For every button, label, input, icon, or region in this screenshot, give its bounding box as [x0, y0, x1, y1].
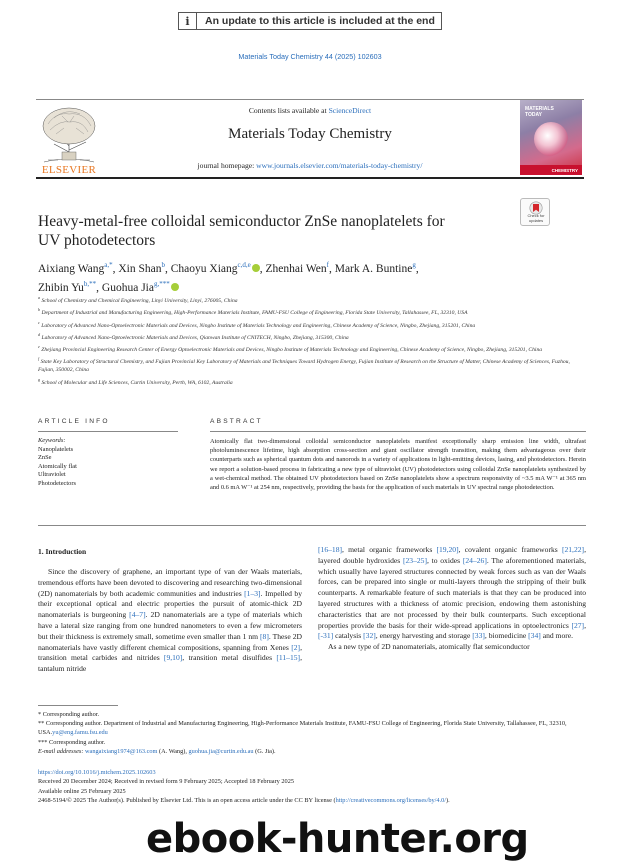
- citation-link[interactable]: [32]: [363, 631, 376, 641]
- abstract-rule: [210, 431, 586, 432]
- affiliation: $^b$ Department of Industrial and Manufacturing Engineering, High-Performance Materials Institute, FAMU-FSU College of Engineering, Florida State University, Tallahassee, FL, 32310, USA: [38, 307, 468, 317]
- citation-link[interactable]: [16–18]: [318, 545, 343, 554]
- check-for-updates-badge[interactable]: [520, 198, 550, 226]
- footnote-rule: [38, 705, 118, 706]
- cover-title: MATERIALS TODAY: [525, 106, 554, 118]
- citation-link[interactable]: [1–3]: [244, 588, 261, 598]
- intro-right-column: [318, 545, 586, 653]
- article-title: Heavy-metal-free colloidal semiconductor ZnSe nanoplatelets for UV photodetectors: [38, 213, 445, 249]
- orcid-icon[interactable]: [252, 264, 260, 272]
- author[interactable]: Zhibin $Yu^{b,**}$: [38, 279, 97, 294]
- cover-footer: CHEMISTRY: [551, 168, 578, 173]
- online-date: Available online 25 February 2025: [38, 787, 126, 795]
- keyword: Nanoplatelets: [38, 445, 74, 453]
- author[interactable]: Zhenhai Wen$^f$: [265, 261, 329, 275]
- citation-link[interactable]: [21,22]: [561, 545, 585, 554]
- affiliation: $^f$ State Key Laboratory of Structural Chemistry, and Fujian Provincial Key Laboratory of Materials and Techniques Toward Hydrogen Energy, Fujian Institute of Research on the Structure of Matter, Chinese Academy of Sciences, Fuzhou, Fujian, 350002, China: [38, 356, 570, 374]
- author[interactable]: Chaoyu Xiang$^{c,d,e}$: [170, 261, 251, 275]
- intro-left-column: Since the discovery of graphene, an important type of van der Waals materials, tremendous efforts have been devoted to discovering and researching two-dimensional (2D) nanomaterials by both academic communities and industries [1–3]. Impelled by their exceptional optical and electric properties the pursuit of atomic-thick 2D nanomaterials is burgeoning [4–7]. 2D nanomaterials are a type of materials which have a lateral size ranging from one hundred nanometers to even a few micrometers but their thickness is extremely small, sometime even smaller than 1 nm [8]. These 2D nanomaterials have vastly different chemical compositions, spanning from Xenes [2], transition metal carbides and nitrides [9,10], transition metal disulfides [11–15], tantalum nitride: [38, 567, 303, 674]
- license-line: 2468-5194/© 2025 The Author(s). Published by Elsevier Ltd. This is an open access article under the CC BY license (http://creativecommons.org/licenses/by/4.0/).: [38, 797, 450, 805]
- footnote: ** Corresponding author. Department of Industrial and Manufacturing Engineering, High-Performance Materials Institute, FAMU-FSU College of Engineering, Florida State University, Tallahassee, FL, 32310, USA.yu@eng.famu.fsu.edu: [38, 720, 567, 737]
- keywords-block: [38, 437, 178, 489]
- paragraph: As a new type of 2D nanomaterials, atomically flat semiconductor: [328, 642, 530, 652]
- keywords-label: Keywords:: [38, 437, 66, 444]
- citation-link[interactable]: [-31]: [318, 631, 334, 641]
- license-link[interactable]: http://creativecommons.org/licenses/by/4.0/: [335, 797, 447, 805]
- affiliation: $^c$ Laboratory of Advanced Nano-Optoelectronic Materials and Devices, Ningbo Institute of Materials Technology and Engineering, Chinese Academy of Science, Ningbo, Zhejiang, 315201, China: [38, 319, 476, 329]
- sciencedirect-link[interactable]: ScienceDirect: [328, 106, 372, 115]
- received-dates: Received 20 December 2024; Received in revised form 9 February 2025; Accepted 18 February 2025: [38, 778, 294, 786]
- author[interactable]: Mark A. Buntine$^g$: [334, 261, 416, 275]
- author[interactable]: Xin Shan$^b$: [118, 261, 165, 275]
- update-banner-text: An update to this article is included at the end: [205, 15, 435, 27]
- author[interactable]: Aixiang Wang$^{a,*}$: [38, 261, 113, 275]
- cover-artwork: [534, 122, 568, 156]
- affiliation: $^a$ School of Chemistry and Chemical Engineering, Linyi University, Linyi, 276005, China: [38, 295, 238, 304]
- keyword: Photodetectors: [38, 479, 76, 487]
- citation-link[interactable]: [2]: [291, 642, 301, 652]
- email-link[interactable]: guohua.jia@curtin.edu.au: [188, 747, 254, 755]
- keyword: Ultraviolet: [38, 471, 66, 479]
- article-info-heading: ARTICLE INFO: [38, 418, 110, 425]
- author[interactable]: Guohua Jia$^{g,***}$: [101, 279, 170, 294]
- email-link[interactable]: wangaixiang1974@163.com: [85, 747, 158, 755]
- affiliation-list: [38, 294, 586, 388]
- orcid-icon[interactable]: [171, 283, 179, 291]
- citation-link[interactable]: [9,10]: [163, 653, 183, 663]
- citation-link[interactable]: [19,20]: [436, 545, 459, 554]
- watermark-text: ebook-hunter.org: [146, 816, 529, 862]
- journal-cover-thumbnail[interactable]: [520, 100, 582, 175]
- update-banner[interactable]: [178, 12, 442, 30]
- doi-link[interactable]: https://doi.org/10.1016/j.mtchem.2025.102603: [38, 769, 156, 776]
- keyword: Atomically flat: [38, 462, 77, 470]
- citation-link[interactable]: [33]: [472, 631, 485, 641]
- citation-link[interactable]: [23–25]: [402, 555, 427, 565]
- footnote: *** Corresponding author.: [38, 738, 106, 746]
- author-list: Aixiang Wang$^{a,*}$, Xin Shan$^b$, Chaoyu Xiang$^{c,d,e}$ , Zhenhai Wen$^f$, Mark A. Buntine$^g$, Zhibin $Yu^{b,**}$, Guohua Jia$^{g,***}$: [38, 261, 419, 294]
- article-info-rule: [38, 431, 178, 432]
- footnote: * Corresponding author.: [38, 711, 100, 718]
- elsevier-wordmark: ELSEVIER: [41, 164, 97, 176]
- citation-link[interactable]: [4–7]: [129, 610, 146, 620]
- citation-link[interactable]: [11–15]: [276, 653, 301, 663]
- affiliation: $^d$ Laboratory of Advanced Nano-Optoelectronic Materials and Devices, Qianwan Institute of CNITECH, Ningbo, Zhejiang, 315300, China: [38, 331, 349, 341]
- journal-homepage: journal homepage: www.journals.elsevier.com/materials-today-chemistry/: [197, 161, 423, 170]
- check-for-updates-label: Check for updates: [527, 213, 545, 223]
- citation-link[interactable]: [34]: [528, 631, 541, 641]
- journal-citation[interactable]: Materials Today Chemistry 44 (2025) 102603: [238, 52, 382, 61]
- citation-link[interactable]: [24–26]: [462, 555, 487, 565]
- contents-availability: Contents lists available at ScienceDirect: [248, 106, 372, 115]
- footnote: E-mail addresses: wangaixiang1974@163.com (A. Wang), guohua.jia@curtin.edu.au (G. Jia).: [38, 747, 276, 755]
- paragraph: [16–18], metal organic frameworks [19,20], covalent organic frameworks [21,22], layered double hydroxides [23–25], to oxides [24–26]. The aforementioned materials, which usually have layered structures connected by weak forces such as van der Waals forces, can be prepared into single or multi-layers through the stripping of their bulk counterparts. A remarkable feature of such materials is that they can be produced into layered structures with a thickness of atomic precision, endowing them astonishing characteristics that are not processed by their bulk counterparts. Such exceptional properties provide the basis for their wide-spread applications in optoelectronics [27], [-31] catalysis [32], energy harvesting and storage [33], biomedicine [34] and more.: [318, 545, 587, 641]
- email-link[interactable]: yu@eng.famu.fsu.edu: [52, 729, 108, 737]
- keyword: ZnSe: [38, 454, 52, 462]
- footnotes: [38, 710, 586, 756]
- publication-info: [38, 768, 586, 806]
- affiliation: $^g$ School of Molecular and Life Sciences, Curtin University, Perth, WA, 6102, Australia: [38, 376, 233, 386]
- introduction-heading: 1. Introduction: [38, 547, 87, 556]
- info-icon: i: [179, 13, 197, 29]
- citation-link[interactable]: [8]: [260, 631, 269, 641]
- journal-name: Materials Today Chemistry: [228, 126, 392, 142]
- journal-homepage-link[interactable]: www.journals.elsevier.com/materials-today-chemistry/: [256, 161, 423, 170]
- affiliation: $^e$ Zhejiang Provincial Engineering Research Center of Energy Optoelectronic Materials and Devices, Ningbo Institute of Materials Technology and Engineering, Chinese Academy of Science, Ningbo, Zhejiang, 315201, China: [38, 344, 543, 353]
- citation-link[interactable]: [27]: [571, 620, 585, 630]
- section-divider: [38, 525, 586, 526]
- abstract-text: Atomically flat two-dimensional colloidal semiconductor nanoplatelets manifest exceptionally sharp emission line width, ultrafast photoluminescence lifetime, high absorption cross-section and giant oscillator strength transition, making them advantageous over their counterparts such as spherical quantum dots and nanorods in a variety of applications in light-emitting devices, lasing, and photodetectors. Herein we report a solution-based process in fabricating a new type of ultraviolet (UV) photodetectors using colloidal ZnSe nanoplatelets synthesized by a wet-chemical method. The obtained UV photodetectors based on ZnSe nanoplatelets show a spectrum responsivity of ~3.5 mA W⁻¹ at 365 nm and 0.6 mA W⁻¹ at 254 nm, respectively, providing the basis for the application of such materials in UV spectral range photodetection.: [210, 438, 586, 492]
- abstract-heading: ABSTRACT: [210, 418, 263, 425]
